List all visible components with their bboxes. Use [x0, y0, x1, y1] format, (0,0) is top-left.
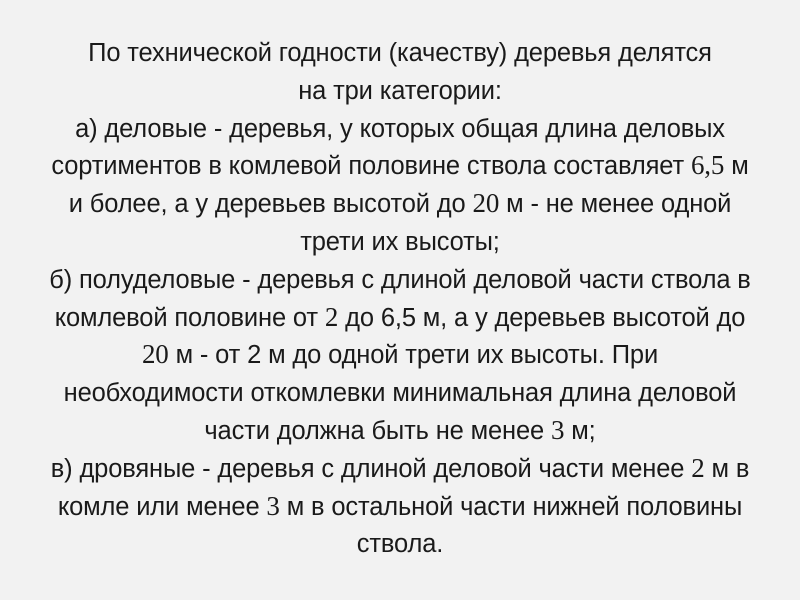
category-a-line-2: сортиментов в комлевой половине ствола составляет 6,5 м [51, 150, 749, 181]
category-c-line-3: ствола. [356, 530, 444, 559]
category-a-line-3: и более, а у деревьев высотой до 20 м - не менее одной [68, 188, 732, 219]
category-a-line-4: трети их высоты; [300, 227, 500, 256]
text-line-1: По технической годности (качеству) деревья делятся [88, 39, 712, 67]
category-a-line-1: а) деловые - деревья, у которых общая длина деловых [75, 114, 725, 143]
text-line-2: на три категории: [298, 76, 502, 105]
category-b-line-4: необходимости откомлевки минимальная длина деловой [63, 379, 737, 408]
category-c-line-2: комле или менее 3 м в остальной части нижней половины [57, 490, 743, 521]
category-b-line-5: части должна быть не менее 3 м; [204, 414, 596, 445]
classification-text [14, 34, 786, 563]
category-c-line-1: в) дровяные - деревья с длиной деловой части менее 2 м в [50, 452, 750, 483]
category-b-line-3: 20 м - от 2 м до одной трети их высоты. При [141, 339, 659, 370]
category-b-line-1: б) полуделовые - деревья с длиной деловой части ствола в [49, 265, 751, 294]
category-b-line-2: комлевой половине от 2 до 6,5 м, а у деревьев высотой до [54, 301, 746, 332]
